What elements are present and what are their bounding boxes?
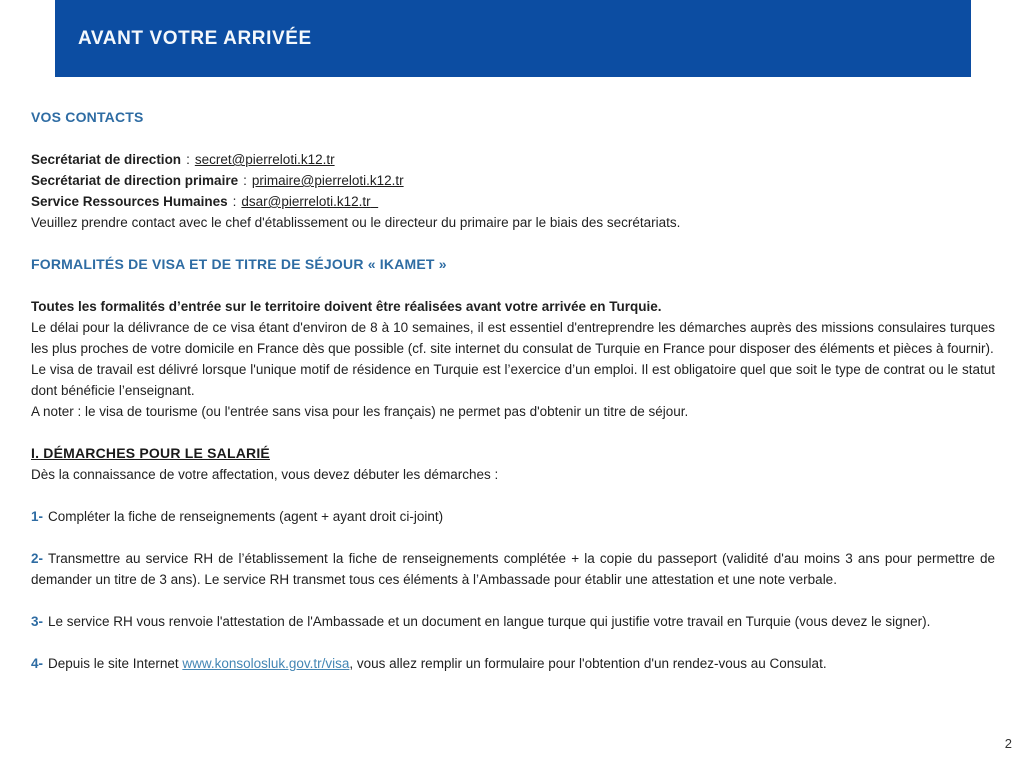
visa-section-body: [31, 296, 995, 422]
step-4: [31, 653, 995, 674]
steps-section-heading: I. DÉMARCHES POUR LE SALARIÉ: [31, 445, 270, 461]
visa-section-heading: FORMALITÉS DE VISA ET DE TITRE DE SÉJOUR « IKAMET »: [31, 256, 447, 272]
visa-bold-intro: Toutes les formalités d’entrée sur le territoire doivent être réalisées avant votre arrivée en Turquie.: [31, 299, 662, 314]
step-2: [31, 548, 995, 590]
email-link-secretariat[interactable]: secret@pierreloti.k12.tr: [194, 152, 335, 167]
step-1-number: 1-: [31, 509, 44, 524]
konsolosluk-link[interactable]: www.konsolosluk.gov.tr/visa: [182, 656, 350, 671]
step-4-number: 4-: [31, 656, 44, 671]
contact-row-rh: [31, 191, 995, 212]
page-title: AVANT VOTRE ARRIVÉE: [78, 27, 312, 49]
contact-separator: :: [243, 173, 247, 188]
step-3-number: 3-: [31, 614, 44, 629]
contact-separator: :: [232, 194, 237, 209]
contacts-note: Veuillez prendre contact avec le chef d'établissement ou le directeur du primaire par le biais des secrétariats.: [31, 215, 681, 230]
visa-paragraph-delai: Le délai pour la délivrance de ce visa étant d'environ de 8 à 10 semaines, il est essentiel d'entreprendre les démarches auprès des missions consulaires turques les plus proches de votre domicile en France dès que possible (cf. site internet du consulat de Turquie en France pour disposer des éléments et pièces à fournir).: [31, 320, 995, 356]
page-number: 2: [1004, 736, 1012, 751]
visa-paragraph-travail: Le visa de travail est délivré lorsque l'unique motif de résidence en Turquie est l’exercice d’un emploi. Il est obligatoire quel que soit le type de contrat ou le statut dont bénéficie l’enseignant.: [31, 362, 995, 398]
step-2-text: Transmettre au service RH de l’établissement la fiche de renseignements complétée + la copie du passeport (validité d'au moins 3 ans pour permettre de demander un titre de 3 ans). Le service RH transmet tous ces éléments à l’Ambassade pour établir une attestation et une note verbale.: [31, 551, 995, 587]
contact-separator: :: [186, 152, 190, 167]
contact-label: Secrétariat de direction primaire: [31, 173, 239, 188]
step-2-number: 2-: [31, 551, 44, 566]
step-3-text: Le service RH vous renvoie l'attestation de l'Ambassade et un document en langue turque qui justifie votre travail en Turquie (vous devez le signer).: [48, 614, 931, 629]
contacts-heading: VOS CONTACTS: [31, 109, 144, 125]
step-1-text: Compléter la fiche de renseignements (agent + ayant droit ci-joint): [48, 509, 444, 524]
email-link-rh[interactable]: dsar@pierreloti.k12.tr: [241, 194, 371, 209]
contact-label: Secrétariat de direction: [31, 152, 182, 167]
contact-label: Service Ressources Humaines: [31, 194, 228, 209]
step-4-text-after: , vous allez remplir un formulaire pour l'obtention d'un rendez-vous au Consulat.: [349, 656, 827, 671]
contact-row-direction: [31, 149, 995, 170]
page-banner: [55, 0, 971, 77]
email-link-primaire[interactable]: primaire@pierreloti.k12.tr: [251, 173, 404, 188]
steps-intro: Dès la connaissance de votre affectation, vous devez débuter les démarches :: [31, 467, 499, 482]
step-3: [31, 611, 995, 632]
step-1: [31, 506, 995, 527]
contact-row-direction-primaire: [31, 170, 995, 191]
page-content: [31, 77, 995, 674]
step-4-text-before: Depuis le site Internet: [48, 656, 183, 671]
visa-paragraph-note: A noter : le visa de tourisme (ou l'entrée sans visa pour les français) ne permet pas d'obtenir un titre de séjour.: [31, 404, 689, 419]
contacts-block: [31, 149, 995, 233]
underline-artifact: [371, 194, 379, 209]
